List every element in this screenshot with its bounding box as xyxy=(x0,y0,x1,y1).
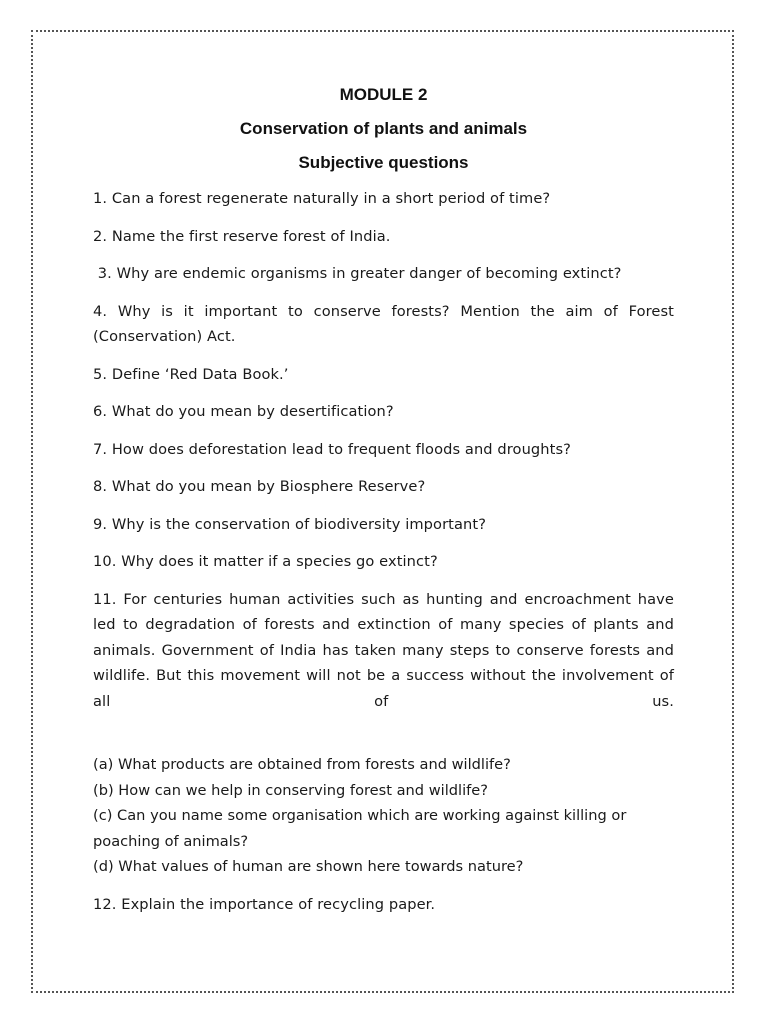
section-subtitle: Subjective questions xyxy=(298,153,469,172)
question-11-a: (a) What products are obtained from forests and wildlife? xyxy=(93,756,511,773)
question-6: 6. What do you mean by desertification? xyxy=(93,403,394,420)
question-8: 8. What do you mean by Biosphere Reserve? xyxy=(93,478,426,495)
question-12: 12. Explain the importance of recycling paper. xyxy=(93,895,436,913)
question-11-d: (d) What values of human are shown here towards nature? xyxy=(93,858,524,875)
document-title: Conservation of plants and animals xyxy=(239,119,528,138)
question-11-b: (b) How can we help in conserving forest and wildlife? xyxy=(93,781,488,799)
question-5: 5. Define ‘Red Data Book.’ xyxy=(93,365,289,383)
question-7: 7. How does deforestation lead to frequent floods and droughts? xyxy=(93,440,572,458)
question-4: 4. Why is it important to conserve forests? Mention the aim of Forest (Conservation) Act. xyxy=(93,302,674,345)
question-11-subparts xyxy=(93,752,674,880)
question-3: 3. Why are endemic organisms in greater danger of becoming extinct? xyxy=(93,265,622,282)
module-heading: MODULE 2 xyxy=(339,85,428,104)
document-body xyxy=(93,84,674,929)
question-10: 10. Why does it matter if a species go extinct? xyxy=(93,553,438,570)
question-11: 11. For centuries human activities such as hunting and encroachment have led to degradation of forests and extinction of many species of plants and animals. Government of India has taken many steps to conserve forests and wildlife. But this movement will not be a success without the involvement of all of us. xyxy=(93,590,674,710)
question-11-c: (c) Can you name some organisation which are working against killing or poaching of animals? xyxy=(93,807,627,850)
question-9: 9. Why is the conservation of biodiversity important? xyxy=(93,515,487,533)
question-2: 2. Name the first reserve forest of India. xyxy=(93,227,391,245)
question-1: 1. Can a forest regenerate naturally in a short period of time? xyxy=(93,190,551,207)
